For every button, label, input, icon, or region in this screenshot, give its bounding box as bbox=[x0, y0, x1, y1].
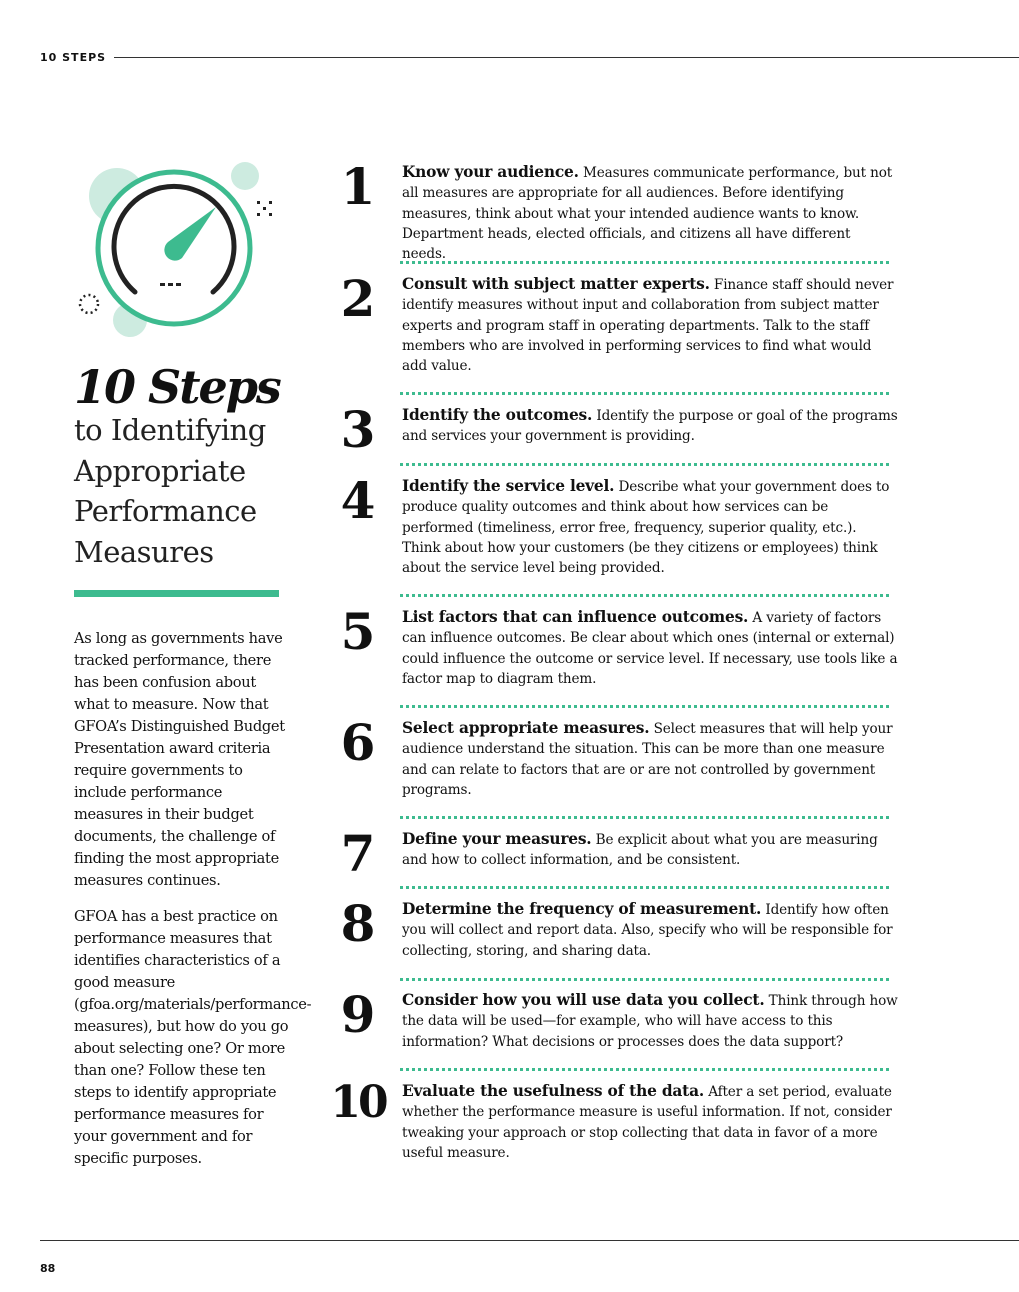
step-title: Identify the service level. bbox=[402, 477, 615, 495]
gauge-dot bbox=[176, 283, 181, 286]
step-body bbox=[402, 162, 898, 264]
step-title: Define your measures. bbox=[402, 830, 592, 848]
step-title: Determine the frequency of measurement. bbox=[402, 900, 762, 918]
intro-paragraph: As long as governments have tracked performance, there has been confusion about what to measure. Now that GFOA’s Distinguished Budget Presentation award criteria require governments to include performance measures in their budget documents, the challenge of finding the most appropriate measures continues. bbox=[74, 630, 285, 889]
gauge-dot bbox=[160, 283, 165, 286]
step-title: Select appropriate measures. bbox=[402, 719, 650, 737]
step-number: 2 bbox=[340, 269, 376, 328]
step-divider bbox=[400, 261, 889, 264]
subtitle-line: to Identifying bbox=[74, 413, 266, 447]
step-body bbox=[402, 405, 898, 447]
step-title: Consider how you will use data you collect. bbox=[402, 991, 765, 1009]
step-title: Consult with subject matter experts. bbox=[402, 275, 710, 293]
step-number: 6 bbox=[340, 713, 376, 772]
step-body bbox=[402, 607, 898, 689]
step-body bbox=[402, 1081, 898, 1163]
step-divider bbox=[400, 705, 889, 708]
step-description: Finance staff should never identify measures without input and collaboration from subject matter experts and program staff in operating departments. Talk to the staff members who are involved in performing services to find what would add value. bbox=[402, 277, 894, 375]
step-divider bbox=[400, 978, 889, 981]
section-label: 10 STEPS bbox=[40, 50, 107, 64]
decor-bubble bbox=[231, 162, 259, 190]
title-block bbox=[74, 360, 304, 572]
running-header bbox=[40, 49, 1019, 65]
page-title: 10 Steps bbox=[74, 360, 280, 414]
step-title: Evaluate the usefulness of the data. bbox=[402, 1082, 705, 1100]
step-description: After a set period, evaluate whether the performance measure is useful information. If not, consider tweaking your approach or stop collecting that data in favor of a more useful measure. bbox=[402, 1084, 892, 1161]
speedometer-icon bbox=[72, 156, 282, 346]
gauge-dot bbox=[168, 283, 173, 286]
step-description: A variety of factors can influence outcomes. Be clear about which ones (internal or external) could influence the outcome or service level. If necessary, use tools like a factor map to diagram them. bbox=[402, 610, 898, 687]
step-divider bbox=[400, 886, 889, 889]
sparkle-decor bbox=[257, 201, 272, 216]
step-divider bbox=[400, 816, 889, 819]
step-number: 10 bbox=[330, 1077, 386, 1128]
step-description: Measures communicate performance, but not all measures are appropriate for all audiences. Before identifying measures, think about what your intended audience wants to know. Department heads, elected officials, and citizens all have different needs. bbox=[402, 165, 893, 263]
step-body bbox=[402, 274, 898, 376]
step-number: 8 bbox=[340, 894, 376, 953]
step-number: 5 bbox=[340, 602, 376, 661]
step-body bbox=[402, 990, 898, 1052]
step-title: Know your audience. bbox=[402, 163, 579, 181]
step-body bbox=[402, 899, 898, 961]
step-number: 4 bbox=[340, 471, 376, 530]
footer-rule bbox=[40, 1240, 1019, 1241]
step-title: List factors that can influence outcomes. bbox=[402, 608, 749, 626]
step-divider bbox=[400, 1068, 889, 1071]
step-body bbox=[402, 476, 898, 578]
page-subtitle bbox=[74, 410, 304, 572]
step-number: 1 bbox=[340, 157, 376, 216]
step-description: Describe what your government does to produce quality outcomes and think about how services can be performed (timeliness, error free, frequency, superior quality, etc.). Think about how your customers (be they citizens or employees) think about the service level being provided. bbox=[402, 479, 890, 577]
intro-text bbox=[74, 628, 312, 1184]
step-number: 3 bbox=[340, 400, 376, 459]
step-number: 7 bbox=[340, 824, 376, 883]
step-description: Identify how often you will collect and report data. Also, specify who will be responsible for collecting, storing, and sharing data. bbox=[402, 902, 893, 959]
page-number: 88 bbox=[40, 1262, 56, 1275]
title-accent-bar bbox=[74, 590, 279, 597]
header-rule bbox=[114, 57, 1019, 58]
step-description: Think through how the data will be used—for example, who will have access to this information? What decisions or processes does the data support? bbox=[402, 993, 898, 1050]
step-title: Identify the outcomes. bbox=[402, 406, 593, 424]
subtitle-line: Appropriate bbox=[74, 453, 246, 488]
step-body bbox=[402, 829, 898, 871]
step-divider bbox=[400, 463, 889, 466]
step-description: Select measures that will help your audience understand the situation. This can be more than one measure and can relate to factors that are or are not controlled by government programs. bbox=[402, 721, 893, 798]
dotted-circle-decor bbox=[80, 295, 98, 313]
step-body bbox=[402, 718, 898, 800]
step-divider bbox=[400, 392, 889, 395]
step-description: Be explicit about what you are measuring and how to collect information, and be consistent. bbox=[402, 832, 878, 869]
step-number: 9 bbox=[340, 985, 376, 1044]
step-description: Identify the purpose or goal of the programs and services your government is providing. bbox=[402, 408, 898, 445]
subtitle-line: Performance bbox=[74, 494, 257, 528]
intro-paragraph: GFOA has a best practice on performance measures that identifies characteristics of a good measure (gfoa.org/materials/performance-measures), but how do you go about selecting one? Or more than one? Follow these ten steps to identify appropriate performance measures for your government and for specific purposes. bbox=[74, 908, 312, 1167]
subtitle-line: Measures bbox=[74, 534, 214, 569]
step-divider bbox=[400, 594, 889, 597]
